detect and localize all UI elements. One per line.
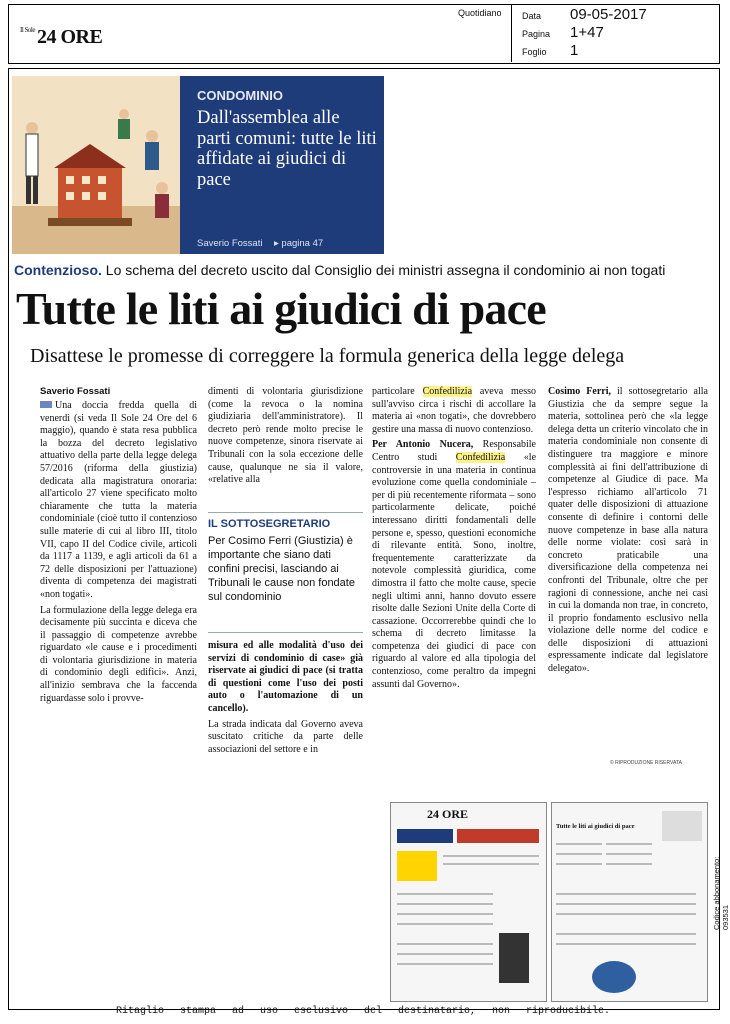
- paragraph: Una doccia fredda quella di venerdì (si veda Il Sole 24 Ore del 6 maggio), quando è stata resa pubblica la bozza del decreto legislativo attuativo della parte della legge delega 57/2016 (riforma della giustizia) dedicata alla magistratura onoraria: all'articolo 27 viene specificato molto chiaramente che tutta la materia condominiale (cioè tutto il contenzioso sulle materie di cui al libro III, titolo VII, capo II del Codice civile, articoli da 1117 a 1139, e agli articoli da 61 a 72 delle disposizioni per l'attuazione) diventa di competenza dei magistrati «non togati».: [40, 400, 197, 600]
- column-2-bottom: [208, 640, 363, 759]
- thumbnail-graphic: [397, 851, 437, 881]
- front-page-thumbnail: [390, 802, 547, 1002]
- sidebox-title: IL SOTTOSEGRETARIO: [208, 518, 331, 530]
- byline: Saverio Fossati: [40, 386, 111, 397]
- thumbnail-text-line: [443, 863, 539, 865]
- promo-kicker: CONDOMINIO: [197, 88, 283, 103]
- thumbnail-headline: Tutte le liti ai giudici di pace: [556, 823, 635, 830]
- thumbnail-text-line: [606, 853, 652, 855]
- thumbnail-text-line: [556, 933, 696, 935]
- thumbnail-text-line: [556, 913, 696, 915]
- thumbnail-banner: [397, 829, 453, 843]
- copyright-note: © RIPRODUZIONE RISERVATA: [610, 760, 682, 766]
- section-marker-icon: [40, 401, 52, 408]
- metadata-box: [511, 4, 719, 62]
- thumbnail-text-line: [397, 953, 493, 955]
- thumbnail-text-line: [397, 903, 493, 905]
- column-2-top: dimenti di volontaria giurisdizione (come la revoca o la nomina giudiziaria dell'amministratore). Il decreto però rende molto precise le nuove competenze, sinora riservate ai Tribunali con la sola eccezione delle cause, qualunque ne sia il valore, «relative alla: [208, 386, 363, 486]
- paragraph: La formulazione della legge delega era decisamente più succinta e diceva che il passaggio di competenze avrebbe riguardato «le cause e i procedimenti di volontaria giurisdizione in materia di condominio degli edifici». Anzi, all'inizio sembrava che la faccenda riguardasse solo i provve-: [40, 604, 197, 704]
- divider: [208, 632, 363, 633]
- thumbnail-text-line: [397, 943, 493, 945]
- thumbnail-text-line: [606, 863, 652, 865]
- page-row: Pagina 1+47: [522, 24, 604, 41]
- column-3: [372, 386, 536, 694]
- thumbnail-text-line: [556, 843, 602, 845]
- thumbnail-text-line: [556, 863, 602, 865]
- thumbnail-text-line: [556, 943, 696, 945]
- newspaper-logo: $^{Il Sole}$ 24 ORE: [20, 26, 103, 48]
- thumbnail-text-line: [556, 893, 696, 895]
- sidebox-text: Per Cosimo Ferri (Giustizia) è importante che siano dati confini precisi, lasciando ai Tribunali le cause non fondate sul condominio: [208, 535, 355, 603]
- article-headline: Tutte le liti ai giudici di pace: [16, 283, 546, 334]
- article-subhead: Disattese le promesse di correggere la formula generica della legge delega: [30, 345, 625, 367]
- paragraph: Per Antonio Nucera, Responsabile Centro studi Confedilizia «le controversie in una materia in continua evoluzione come quella condominiale – per di più recentemente riformata – sono particolarmente delicate, poiché interessano diritti fondamentali delle persone e, spesso, questioni economiche di rilevante entità. Sono, inoltre, frequentemente caratterizzate da notevole complessità giuridica, come dimostra il fatto che molte cause, specie negli ultimi anni, hanno dovuto essere risolte dalle Sezioni Unite della Corte di cassazione. Occorrerebbe quindi che lo schema di decreto limitasse la competenza dei giudici di pace con riguardo al valore ed alla tipologia del contenzioso, come peraltro da impegni assunti dal Governo».: [372, 439, 537, 690]
- thumbnail-photo: [499, 933, 529, 983]
- promo-title: Dall'assemblea alle parti comuni: tutte le liti affidate ai giudici di pace: [197, 108, 377, 190]
- sheet-value: 1: [570, 42, 579, 59]
- thumbnail-text-line: [443, 855, 539, 857]
- subscription-code: Codice abbonamento: 093531: [712, 856, 730, 930]
- highlighted-term: Confedilizia: [455, 451, 506, 463]
- thumbnail-text-line: [556, 853, 602, 855]
- paragraph: particolare Confedilizia aveva messo sull'avviso circa i rischi di accollare la materia ai «non togati», che dovrebbero gestire una massa di nuovo contenzioso.: [372, 386, 536, 435]
- paragraph: La strada indicata dal Governo aveva suscitato critiche da parte delle associazioni del settore e in: [208, 718, 363, 755]
- thumbnail-graphic: [662, 811, 702, 841]
- highlighted-term: Confedilizia: [422, 386, 473, 397]
- promo-page-ref: ▸ pagina 47: [274, 238, 324, 249]
- thumbnail-banner: [457, 829, 539, 843]
- paragraph: Cosimo Ferri, il sottosegretario alla Giustizia che da sempre segue la materia, sottolinea però che «la legge delega detta un criterio vincolato che in materia condominiale non consente di distinguere tra maggiore e minore complessità ai fini dell'attribuzione di competenze al Giudice di pace. Ma l'espresso richiamo all'articolo 71 quater delle disposizioni di attuazione consente di definire i contorni delle nuove competenze in base alla natura delle norme violate: così sarà in concreto praticabile una diversificazione della competenza nei confronti del Tribunale, oltre che per ragioni di connessione, anche nei casi in cui la domanda non trae, in concreto, il proprio fondamento esclusivo nella violazione delle norme del codice e delle disposizioni di attuazioni espressamente indicate dal legislatore delegato».: [548, 386, 708, 675]
- publication-type: Quotidiano: [458, 8, 502, 18]
- thumbnail-logo: 24 ORE: [427, 807, 469, 821]
- column-4: [548, 386, 708, 679]
- thumbnail-text-line: [556, 903, 696, 905]
- inner-page-thumbnail: [551, 802, 708, 1002]
- divider: [208, 512, 363, 513]
- condominium-illustration: [12, 76, 180, 254]
- promo-author: Saverio Fossati: [197, 238, 263, 249]
- paragraph: misura ed alle modalità d'uso dei servizi di condominio di case» già riservate ai giudici di pace (si tratta di questioni come l'uso dei posti auto o l'automazione di un cancello).: [208, 640, 363, 714]
- thumbnail-graphic: [592, 961, 636, 993]
- thumbnail-text-line: [397, 893, 493, 895]
- article-kicker: Contenzioso. Lo schema del decreto uscito dal Consiglio dei ministri assegna il condominio ai non togati: [14, 262, 666, 278]
- page-value: 1+47: [570, 24, 604, 41]
- column-1: [40, 400, 197, 708]
- sheet-row: Foglio 1: [522, 42, 579, 59]
- thumbnail-text-line: [606, 843, 652, 845]
- date-value: 09-05-2017: [570, 6, 647, 23]
- date-row: Data 09-05-2017: [522, 6, 647, 23]
- thumbnail-text-line: [397, 923, 493, 925]
- thumbnail-text-line: [397, 913, 493, 915]
- thumbnail-text-line: [397, 963, 493, 965]
- footer-notice: Ritaglio stampa ad uso esclusivo del destinatario, non riproducibile.: [115, 1006, 611, 1017]
